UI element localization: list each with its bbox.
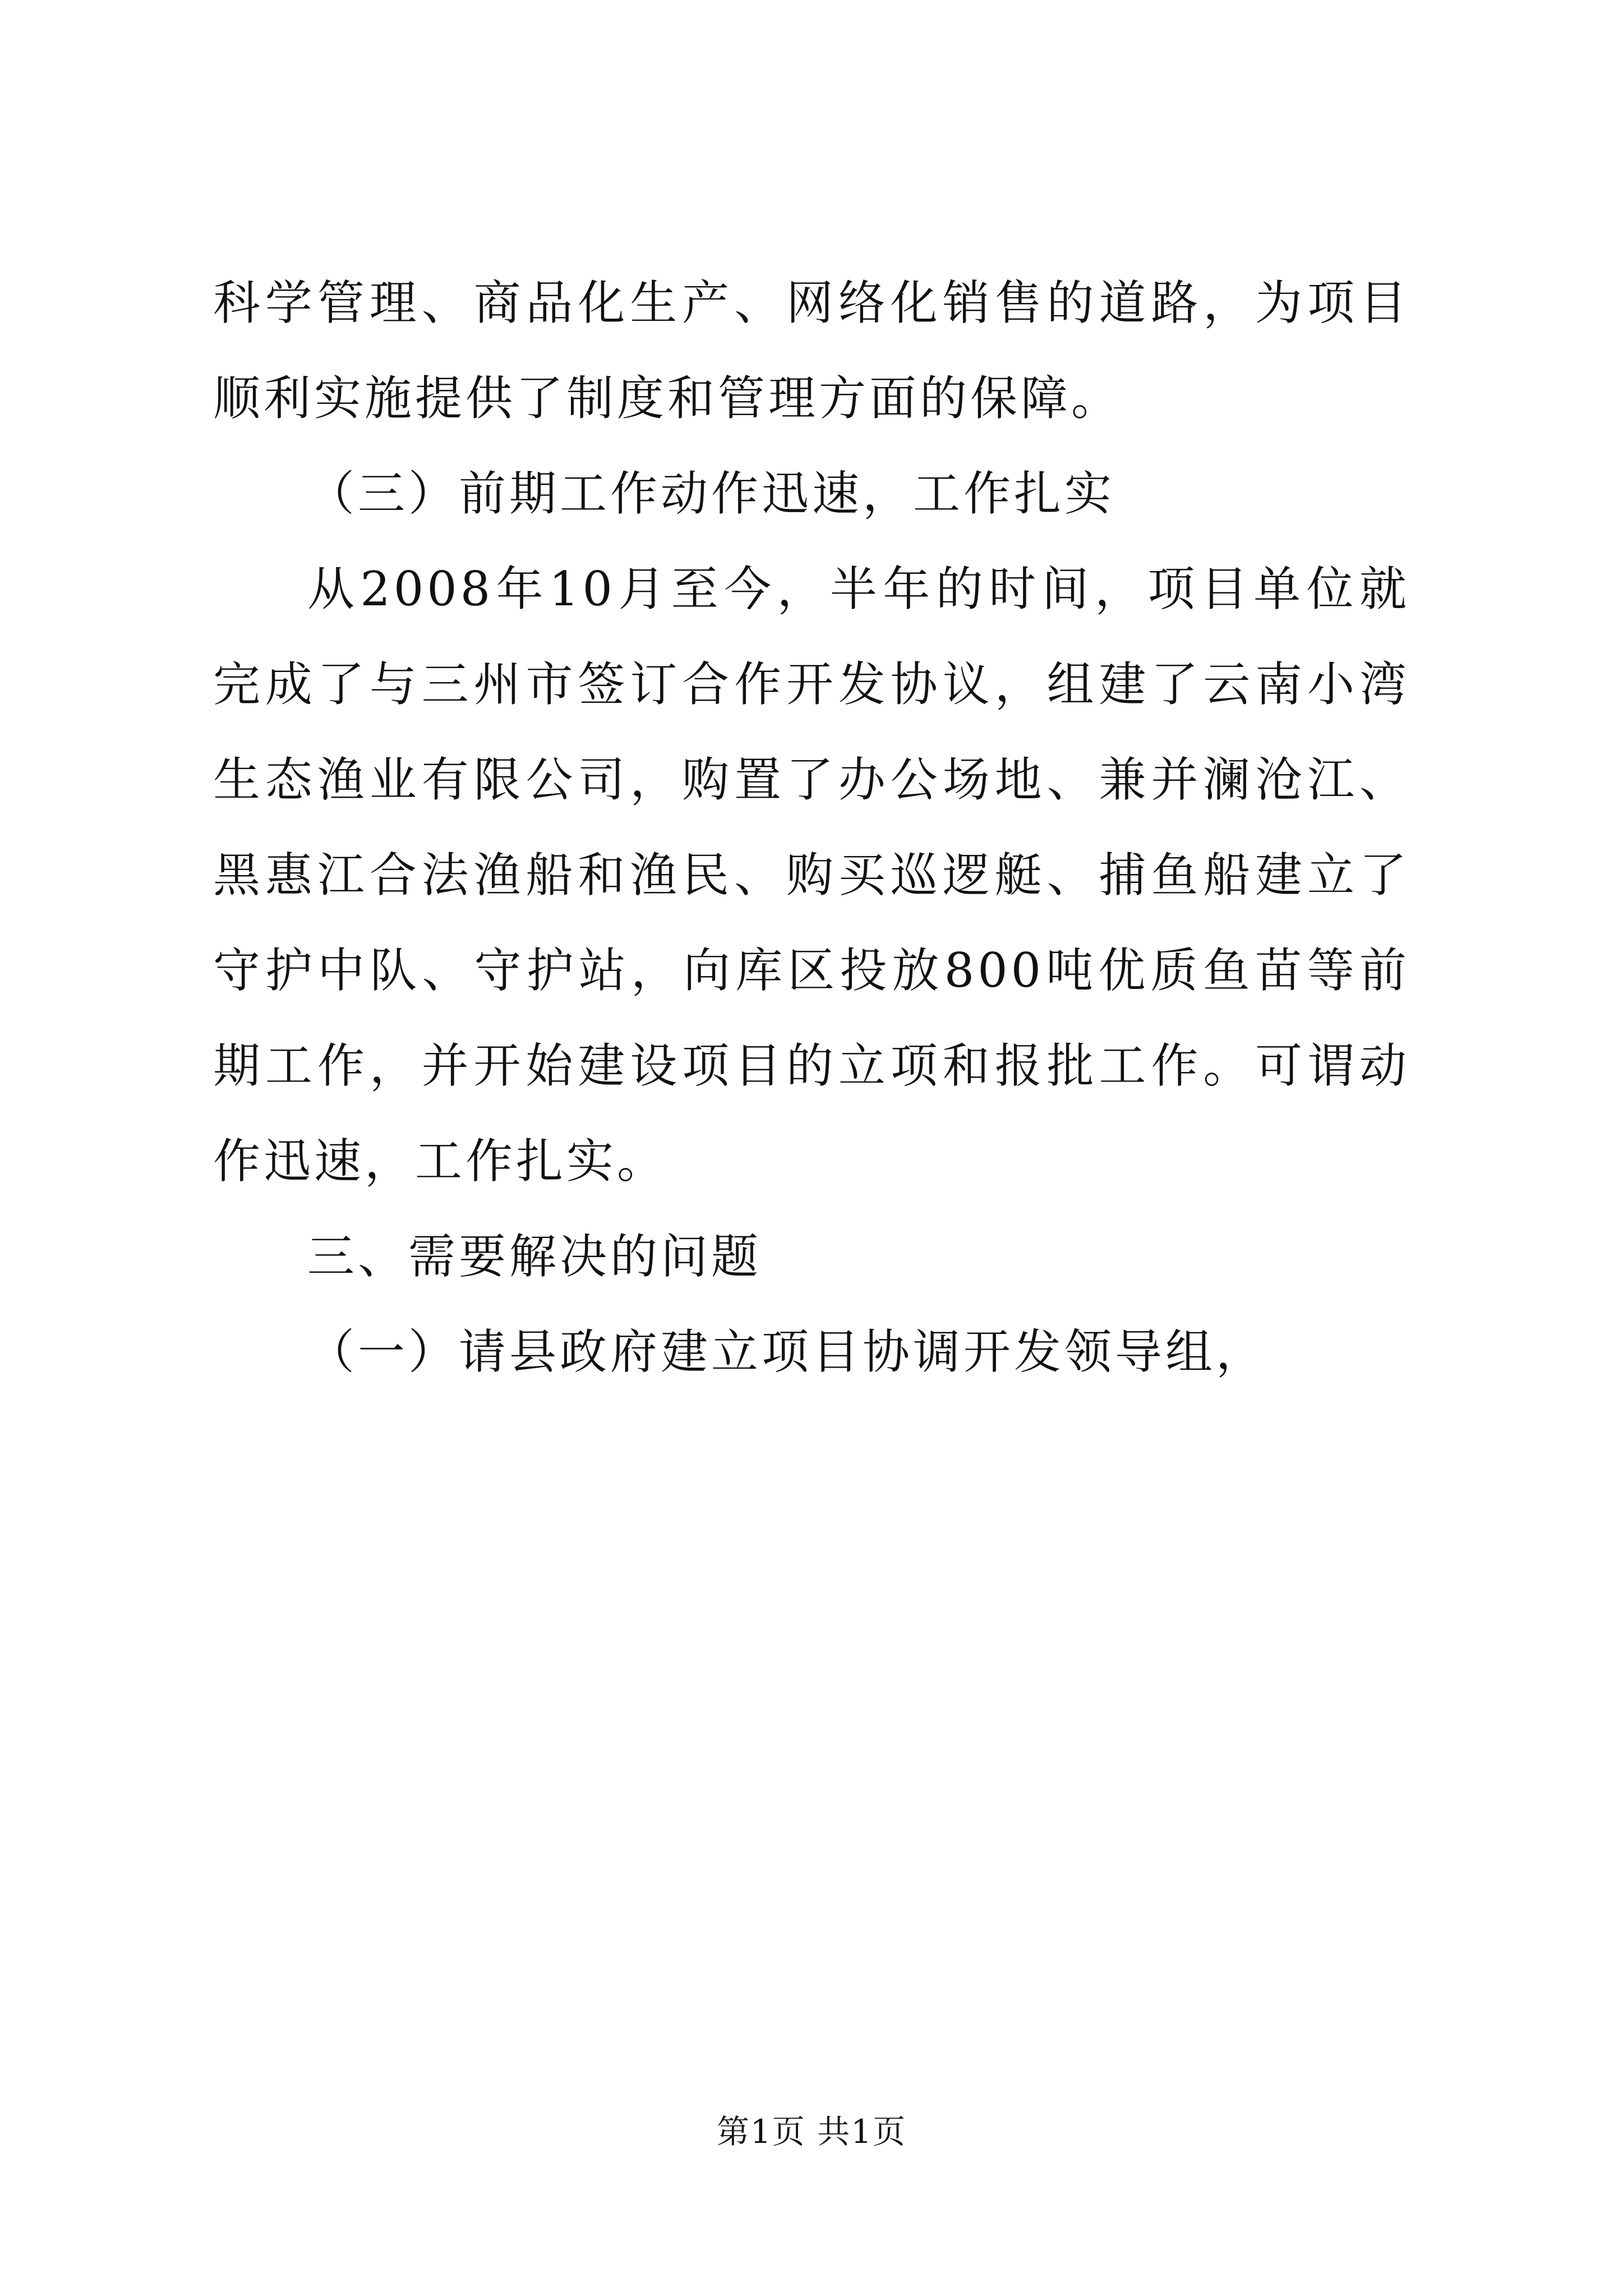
section-heading-issues: 三、需要解决的问题 <box>307 1229 762 1284</box>
subsection-heading-1: （一）请县政府建立项目协调开发领导组， <box>307 1324 1267 1379</box>
paragraph-continuation: 科学管理、商品化生产、网络化销售的道路，为项目顺利实施提供了制度和管理方面的保障。 <box>213 275 1410 426</box>
document-body <box>213 255 1410 1400</box>
section-heading-3: （三）前期工作动作迅速，工作扎实 <box>307 466 1115 521</box>
page-footer: 第1页 共1页 <box>716 2113 907 2151</box>
paragraph-progress: 从2008年10月至今，半年的时间，项目单位就完成了与三州市签订合作开发协议，组建了云南小湾生态渔业有限公司，购置了办公场地、兼并澜沧江、黑惠江合法渔船和渔民、购买巡逻艇、捕鱼船建立了守护中队、守护站，向库区投放800吨优质鱼苗等前期工作，并开始建设项目的立项和报批工作。可谓动作迅速，工作扎实。 <box>213 562 1410 1189</box>
